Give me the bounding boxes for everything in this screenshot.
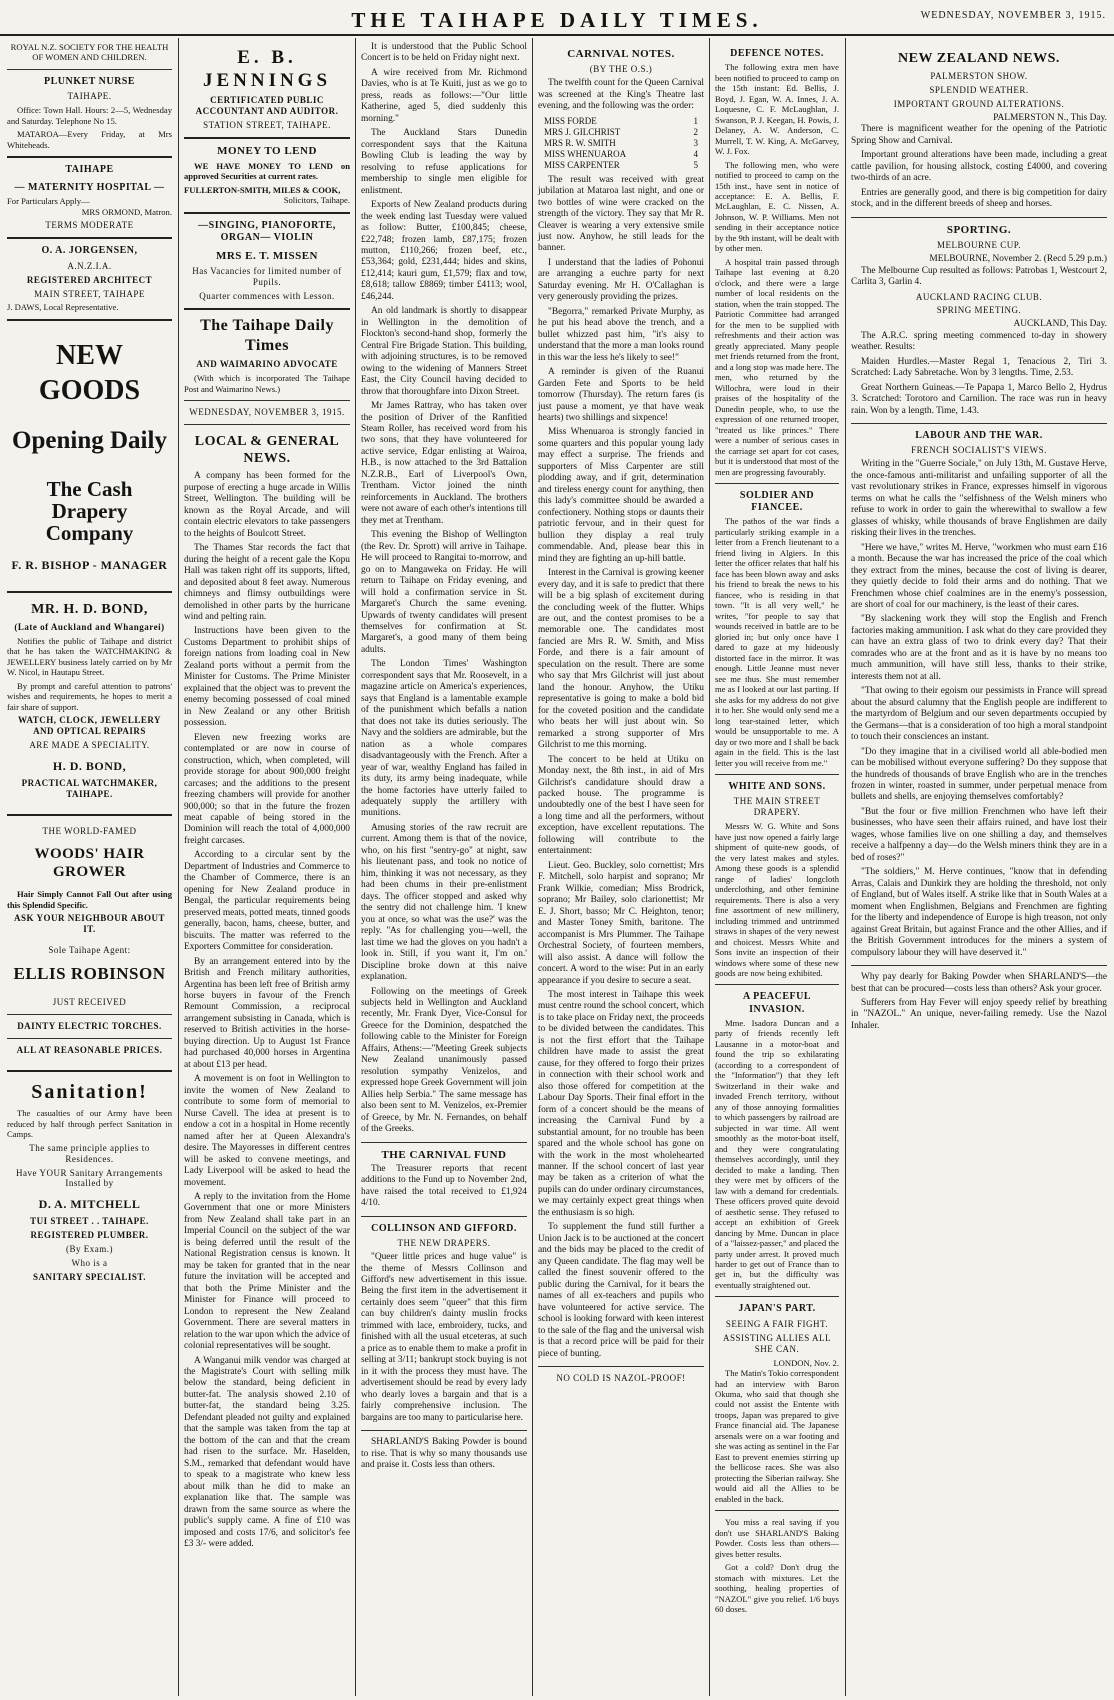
news-paragraph: Messrs W. G. White and Sons have just now opened a fairly large shipment of quite-new goods, of the very latest makes and styles. Among these goods is a splendid range of ladies' longcloth underclothing, and other feminine requirements. There is also a very fine assortment of new millinery, including trimmed and untrimmed straws in shapes of the very newest and choicest. Messrs White and Sons invite an inspection of their windows where some of these new goods are now being exhibited. bbox=[715, 821, 839, 978]
news-paragraph: A company has been formed for the purpose of erecting a huge arcade in Willis Street, Wellington. The building will be known as the Royal Arcade, and will contain electric elevators to take passengers to the heights of Boulcott Street. bbox=[184, 471, 350, 539]
melbourne-cup: MELBOURNE CUP. bbox=[936, 240, 1021, 251]
news-paragraph: The pathos of the war finds a particularly striking example in a letter from a French lieutenant to a friend living in Algiers. In this letter the officer relates that half his face has been blown away and asks his friend to break the news to his fiancee, who is residing in that town. "It is all very well," he writes, "for people to say that wounds received in battle are to be gloried in; but only once have I dared to gaze at my hideously distorted face in the mirror. It was enough. Little Jeanne must never see me thus. She must remember me as I looked at our last parting. If she asks for my address do not give it to her. She would only send me a long tear-stained letter, which would be unsupportable to me. A day or two more and I shall be back again in the field. This is the last letter you will receive from me." bbox=[715, 516, 839, 768]
news-paragraph: Great Northern Guineas.—Te Papapa 1, Marco Bello 2, Hydrus 3. Scratched: Torotoro and Carnilion. The race was run in heavy rain. Won by a length. Time, 1.43. bbox=[851, 382, 1107, 416]
news-paragraph: Eleven new freezing works are contemplated or are now in course of construction, which, when completed, will provide storage for about 900,000 freight carcases; and the additions to the present freezing chambers will provide for another 900,000; so that in the future the frozen meat capable of being stored in the Dominion will reach the total of 4,000,000 freight carcases. bbox=[184, 732, 350, 846]
news-paragraph: Writing in the "Guerre Sociale," on July 13th, M. Gustave Herve, the once-famous anti-militarist and unfailing supporter of all the vast revolutionary strikes in France, expresses himself in vigorous terms on what he calls the "selfishness of the Welsh miners who refuse to work in order to gain the wherewithal to swallow a few glasses of whisky, while thousands of brave Englishmen are daily risking their lives in the trenches. bbox=[851, 459, 1107, 539]
column-5 bbox=[710, 38, 844, 1696]
mitchell-specialist: SANITARY SPECIALIST. bbox=[32, 1271, 147, 1282]
news-paragraph: Maiden Hurdles.—Master Regal 1, Tenacious 2, Tiri 3. Scratched: Lady Sabretache. Won by 3 lengths. Time, 2.53. bbox=[851, 356, 1107, 379]
news-paragraph: To supplement the fund still further a Union Jack is to be auctioned at the concert and the bids may be placed to the credit of any Queen candidate. The flag may well be called the finest souvenir offered to the public during the Carnival, for it bears the names of all ex-teachers and pupils who have volunteered for active service. The school is looking forward with keen interest to the sale of the flag and the universal wish is that a record price will be paid for their piece of bunting. bbox=[538, 1222, 704, 1359]
news-paragraph: An old landmark is shortly to disappear in Wellington in the demolition of Flockton's second-hand shop, formerly the Central Fire Brigade Station. This building, with adjoining structures, is to be removed owing to the widening of Manners Street East, the City Council having decided to throw that thoroughfare into Dixon Street. bbox=[361, 306, 527, 397]
palmerston-show: PALMERSTON SHOW. bbox=[930, 71, 1028, 82]
spring-meeting: SPRING MEETING. bbox=[936, 305, 1022, 316]
white-sons-subheading: THE MAIN STREET DRAPERY. bbox=[733, 796, 821, 818]
music-lessons: —SINGING, PIANOFORTE, ORGAN— VIOLIN bbox=[198, 219, 336, 243]
goods-heading: GOODS bbox=[38, 375, 141, 407]
standing-rank: 3 bbox=[693, 137, 698, 148]
news-paragraph: "Begorra," remarked Private Murphy, as he put his head above the trench, and a bullet whizzed past him, "it's aisy to understand that the more a man looks round in this war the less he's likely to see!" bbox=[538, 306, 704, 363]
japan-subheading: SEEING A FAIR FIGHT. bbox=[725, 1318, 829, 1329]
mitchell-who: Who is a bbox=[71, 1257, 108, 1268]
jennings-address: STATION STREET, TAIHAPE. bbox=[203, 120, 331, 131]
japan-dateline: LONDON, Nov. 2. bbox=[773, 1357, 839, 1368]
paper-nameplate: The Taihape Daily Times bbox=[200, 317, 334, 354]
standing-rank: 5 bbox=[693, 159, 698, 170]
column-6 bbox=[846, 38, 1112, 1696]
bond-name: MR. H. D. BOND, bbox=[31, 601, 148, 617]
carnival-byline: (BY THE O.S.) bbox=[589, 64, 653, 75]
auckland-racing: AUCKLAND RACING CLUB. bbox=[915, 291, 1043, 302]
standing-name: MISS FORDE bbox=[544, 115, 597, 126]
news-paragraph: A wire received from Mr. Richmond Davies, who is at Te Kuiti, just as we go to press, reads as follows:—"Our little Katherine, aged 5, died suddenly this morning." bbox=[361, 67, 527, 124]
news-paragraph: Miss Whenuaroa is strongly fancied in some quarters and this popular young lady may effect a surprise. The friends and supporters of Miss Carpenter are still plodding away, and if grit, determination and tireless energy count for anything, then this lady's committee should be awarded a confectionery. Nothing stops or daunts their patriotic fervour, and in their quest for bullion they display a real truly commendable. And, please bear this in mind they are fighting an up-hill battle. bbox=[538, 427, 704, 564]
nz-news-heading: NEW ZEALAND NEWS. bbox=[898, 51, 1060, 66]
money-to-lend: MONEY TO LEND bbox=[217, 145, 317, 158]
column-3 bbox=[356, 38, 532, 1696]
news-paragraph: The twelfth count for the Queen Carnival was screened at the King's Theatre last evening, and the following was the order: bbox=[538, 78, 704, 112]
news-paragraph: A movement is on foot in Wellington to invite the women of New Zealand to contribute to some form of memorial to Nurse Cavell. The idea at present is to endow a cot in a hospital in Home recently named after her at Queen Alexandra's desire. The Mayoresses in different centres will be asked to convene meetings, and Lady Liverpool will be asked to head the movement. bbox=[184, 1074, 350, 1188]
paper-date: WEDNESDAY, NOVEMBER 3, 1915. bbox=[189, 407, 345, 418]
missen-name: MRS E. T. MISSEN bbox=[215, 249, 319, 262]
news-paragraph: By an arrangement entered into by the British and French military authorities, Argentina has been left free of British army horse buyers in favour of the French Remount Commission, a reciprocal arrangement subsisting in Canada, which is reserved to British activities in the horse-buying direction. Up to August 1st France had purchased 40,000 horses in Argentina at about £13 per head. bbox=[184, 956, 350, 1070]
bond-signature: H. D. BOND, bbox=[52, 759, 127, 774]
bond-speciality: ARE MADE A SPECIALITY. bbox=[29, 740, 150, 751]
standing-name: MRS R. W. SMITH bbox=[544, 137, 616, 148]
news-paragraph: This evening the Bishop of Wellington (the Rev. Dr. Sprott) will arrive in Taihape. He will proceed to Rangitai to-morrow, and go on to Mangaweka on Friday. He will return to Taihape on Friday evening, and will hold a confirmation service in St. Margaret's Church the same evening. Upwards of twenty candidates will present themselves for confirmation at St. Margaret's, a good many of them being adults. bbox=[361, 530, 527, 655]
sharland-ad: Why pay dearly for Baking Powder when SHARLAND'S—the best that can be procured—costs less than others? Ask your grocer. bbox=[851, 972, 1107, 994]
bond-origin: (Late of Auckland and Whangarei) bbox=[14, 621, 165, 632]
standing-rank: 2 bbox=[693, 126, 698, 137]
socialist-views: FRENCH SOCIALIST'S VIEWS. bbox=[911, 445, 1047, 456]
collinson-heading: COLLINSON AND GIFFORD. bbox=[371, 1222, 517, 1234]
nazol-ad: Got a cold? Don't drug the stomach with mixtures. Let the soothing, healing properties of "NAZOL" give you relief. 1/6 buys 60 doses. bbox=[715, 1562, 839, 1615]
news-paragraph: "The soldiers," M. Herve continues, "know that in defending Arras, Calais and Dunkirk they are holding the threshold, not only of England, but of Wales itself. A strike like that in South Wales at a moment when Englishmen, Belgians and Frenchmen are fighting for the liberty and independence of Europe is high treason, not only against Great Britain, but against France and the other Allies, and if the British Government introduces for the miners a system of compulsory labour they will have deserved it." bbox=[851, 867, 1107, 958]
news-paragraph: The following men, who were notified to proceed to camp on the 15th inst., have sent in notice of acceptance: E. A. Bellis, F. McLaughlan, E. C. Nissen, A. Johnson, W. P. Williams. Men not sending in their acceptance notice by the 9th instant, will be dealt with by other men. bbox=[715, 159, 839, 254]
news-paragraph: The A.R.C. spring meeting commenced to-day in showery weather. Results: bbox=[851, 330, 1107, 353]
news-paragraph: A reply to the invitation from the Home Government that one or more Ministers from New Zealand shall take part in an Imperial Council on the subject of the war is being deferred until the result of the National Registration census is known. It may be taken for granted that in the near future the invitation will be accepted and that both the Prime Minister and the Minister for Finance will proceed to London to represent the New Zealand Government. There are several matters in relation to the war upon which the advice of colonial representatives will be sought. bbox=[184, 1191, 350, 1352]
bond-promise: By prompt and careful attention to patrons' wishes and requirements, he hopes to merit a fair share of support. bbox=[7, 680, 172, 712]
standing-name: MISS CARPENTER bbox=[544, 159, 620, 170]
standing-row bbox=[538, 149, 704, 160]
drapery-manager: F. R. BISHOP - MANAGER bbox=[11, 558, 168, 573]
cash-drapery: The Cash Drapery Company bbox=[45, 476, 134, 546]
auckland-dateline: AUCKLAND, This Day. bbox=[1013, 319, 1107, 330]
woods-tagline: THE WORLD-FAMED bbox=[42, 825, 137, 836]
news-paragraph: The Treasurer reports that recent additions to the Fund up to November 2nd, have raised the total received to £1,924 4/10. bbox=[361, 1164, 527, 1209]
news-paragraph: Instructions have been given to the Customs Department to prohibit ships of foreign nations from loading coal in New Zealand ports without a permit from the Minister for Customs. The Prime Minister explained that the object was to prevent the enemy becoming possessed of coal mined in New Zealand or any other British possession. bbox=[184, 626, 350, 729]
money-notice: WE HAVE MONEY TO LEND on approved Securities at current rates. bbox=[184, 160, 350, 182]
opening-daily: Opening Daily bbox=[12, 426, 167, 454]
standing-rank: 1 bbox=[693, 115, 698, 126]
office-hours: Office: Town Hall. Hours: 2—5, Wednesday and Saturday. Telephone No 15. bbox=[7, 105, 172, 126]
sanitation-principle: The same principle applies to Residences. bbox=[29, 1142, 150, 1164]
news-paragraph: "Do they imagine that in a civilised world all able-bodied men can be mobilised without everyone suffering? Do they suppose that the hundreds of thousands of brave English who are in the trenches frozen in winter, roasted in summer, under perpetual menace from bullets and shells, are enjoying themselves comfortably? bbox=[851, 746, 1107, 803]
ellis-torches: DAINTY ELECTRIC TORCHES. bbox=[17, 1020, 162, 1031]
news-paragraph: There is magnificent weather for the opening of the Patriotic Spring Show and Carnival. bbox=[851, 124, 1107, 146]
japan-subheading-2: ASSISTING ALLIES ALL SHE CAN. bbox=[722, 1332, 831, 1354]
japan-heading: JAPAN'S PART. bbox=[738, 1303, 816, 1315]
jennings-name: E. B. JENNINGS bbox=[202, 47, 332, 92]
news-paragraph: A reminder is given of the Ruanui Garden Fete and Sports to be held tomorrow (Thursday). The return fares (is just pause a moment, ye that have weak hearts) two shillings and sixpence! bbox=[538, 367, 704, 423]
masthead bbox=[0, 0, 1114, 36]
solicitor-firm: FULLERTON-SMITH, MILES & COOK, bbox=[184, 184, 341, 195]
bond-title: PRACTICAL WATCHMAKER, TAIHAPE. bbox=[21, 777, 158, 799]
news-paragraph: Mr James Rattray, who has taken over the position of Driver of the Ranfitied Steam Roller, has received word from his two sons, that they have volunteered for active service, Edgar enlisting at Wairoa, H.B., is now attached to the 3rd Battalion N.Z.R.B., Earl of Liverpool's Own, Trentham. Victor joined the ninth reinforcements in Auckland. The brothers were not aware of each other's intentions till they met at Trentham. bbox=[361, 401, 527, 526]
peaceful-invasion-heading: A PEACEFUL INVASION. bbox=[742, 991, 812, 1015]
missen-quarter: Quarter commences with Lesson. bbox=[199, 291, 335, 302]
news-paragraph: A Wanganui milk vendor was charged at the Magistrate's Court with selling milk below the standard, being deficient in butter-fat. The analysis showed 2.10 of butter-fat, the standard being 3.25. Defendant pleaded not guilty and explained that the sample was taken from the tap at the bottom of the can and that the cream had risen to the surface. Mr. Haselden, S.M., remarked that defendant would have to speak to a magistrate who knew less about milk than he did to make an explanation like that. The sample was drawn from the same source as where the public's supply came. A fine of £10 was imposed and costs 17/6, and solicitor's fee £3 3/- were added. bbox=[184, 1355, 350, 1550]
hospital-town: TAIHAPE bbox=[65, 164, 114, 176]
standing-row bbox=[538, 116, 704, 127]
paper-incorporated: (With which is incorporated The Taihape Post and Waimarino News.) bbox=[184, 373, 350, 394]
jennings-title: CERTIFICATED PUBLIC ACCOUNTANT AND AUDITOR. bbox=[195, 95, 339, 117]
plunket-nurse: PLUNKET NURSE bbox=[43, 75, 136, 87]
news-paragraph: Lieut. Geo. Buckley, solo cornettist; Mrs F. Mitchell, solo harpist and soprano; Mr Frank Wilkie, comedian; Miss Brodrick, soprano; Mr Bailey, solo clarionettist; Mr E. J. Short, basso; Mr C. Heighton, tenor; and Master Toney Smith, baritone. The accompanist is Mrs Plummer. The Taihape Orchestral Society, of fourteen members, will also assist. A dance will follow the concert. A word to the wise: Put in an early appearance if you desire to secure a seat. bbox=[538, 860, 704, 986]
maternity-hospital: — MATERNITY HOSPITAL — bbox=[14, 182, 165, 194]
local-news-heading: LOCAL & GENERAL NEWS. bbox=[194, 434, 340, 467]
ellis-prices: ALL AT REASONABLE PRICES. bbox=[16, 1044, 163, 1055]
news-paragraph: Interest in the Carnival is growing keener every day, and it is safe to predict that there will be a big splash of excitement during the concluding week of the flutter. Whips are out, and the contest promises to be a memorable one. The candidates most fancied are Mrs R. W. Smith, and Miss Forde, and there is a fair amount of speculation on the result. There are some who say that Mrs Gilchrist will just about land the honour. Anyhow, the Utiku representative is going to make a bold bid for the coveted position and the candidate who beats her will just about win. So remarked a strong supporter of Mrs Gilchrist to me this morning. bbox=[538, 568, 704, 751]
collinson-subheading: THE NEW DRAPERS. bbox=[397, 1238, 491, 1249]
standing-name: MRS J. GILCHRIST bbox=[544, 126, 621, 137]
labour-war-heading: LABOUR AND THE WAR. bbox=[915, 430, 1043, 442]
soldier-fiancee-heading: SOLDIER AND FIANCEE. bbox=[739, 490, 815, 514]
standing-rank: 4 bbox=[693, 148, 698, 159]
news-paragraph: "Queer little prices and huge value" is the theme of Messrs Collinson and Gifford's new advertisement in this issue. Being the first item in the advertisement it certainly does seem "queer" that this firm can buy children's dainty muslin frocks trimmed with lace, embroidery, tucks, and finished with all the usual etceteras, at such a price as to enable them to make a profit in selling at 3/11; bankrupt stock buying is not in it with the process they must have. The advertisement should be read by every lady who dearly loves a bargain and that is a fairly comprehensive inclusion. The bargains are too many to particularise here. bbox=[361, 1252, 527, 1423]
news-paragraph: "Here we have," writes M. Herve, "workmen who must earn £16 a month. Because the war has increased the price of the coal which they extract from the mines, because the cost of living is dearer, they quietly decide to fold their arms and do nothing. That we Frenchmen whose chief coalmines are in the enemy's possession, are short of coal for our machinery, is the least of their cares. bbox=[851, 542, 1107, 610]
palmerston-alterations: IMPORTANT GROUND ALTERATIONS. bbox=[893, 99, 1065, 110]
sporting-heading: SPORTING. bbox=[946, 223, 1012, 236]
issue-date: WEDNESDAY, NOVEMBER 3, 1915. bbox=[920, 10, 1106, 21]
news-paragraph: Following on the meetings of Greek subjects held in Wellington and Auckland recently, Mr. Frank Dyer, Vice-Consul for Greece for the Dominion, despatched the following cable to the Minister for Foreign Affairs, Athens:—"Meeting Greek subjects New Zealand unanimously passed resolution sympathy Venizelos, and expressed hope Greek Government will join Allies help Serbia." The same message has also been sent to M. Venizelos, ex-Premier of Greece, by Mr. N. Fernandes, on behalf of the Greeks. bbox=[361, 986, 527, 1135]
woods-claim: Hair Simply Cannot Fall Out after using this Splendid Specific. bbox=[7, 889, 172, 910]
news-paragraph: Entries are generally good, and there is big competition for dairy stock, and in the different breeds of sheep and horses. bbox=[851, 187, 1107, 210]
carnival-notes-heading: CARNIVAL NOTES. bbox=[567, 48, 675, 60]
news-paragraph: "That owing to their egoism our pessimists in France will spread about the absurd calumny that the English people are indifferent to the martyrdom of Belgium and our seven departments occupied by the Germans—that is a consideration of too high a moral standpoint to touch their consciences an instant. bbox=[851, 686, 1107, 743]
news-paragraph: The Matin's Tokio correspondent had an interview with Baron Okuma, who said that though she could not assist the Entente with troops, Japan was prepared to give France financial aid. The Japanese arsenals were on a war footing and she was acting as sentinel in the Far East to prevent enemies stirring up the bellicose races. She was also protecting the Siberian railway. She would aid all the Allies to be enabled in the back. bbox=[715, 1368, 839, 1504]
news-paragraph: The Melbourne Cup resulted as follows: Patrobas 1, Westcourt 2, Carlita 3, Garlin 4. bbox=[851, 265, 1107, 288]
news-paragraph: The result was received with great jubilation at Mataroa last night, and one or two bottles of wine were cracked on the strength of the victory. They say that Mr R. Cleaver is wearing a very extensive smile just now. Anyhow, he still leads for the banner. bbox=[538, 174, 704, 254]
woods-agent-label: Sole Taihape Agent: bbox=[48, 945, 131, 956]
missen-vacancies: Has Vacancies for limited number of Pupils. bbox=[192, 266, 342, 288]
architect-rep: J. DAWS, Local Representative. bbox=[7, 302, 119, 313]
news-paragraph: The most interest in Taihape this week must centre round the school concert, which is to take place on Friday next, the proceeds to be divided between the candidates. This is not the first effort that the Taihape children have made to assist the great cause, for they offered to forgo their prizes in connection with their school work and also those offered for competition at the Labour Day Sports. Their final effort in the form of a concert should be the means of increasing the Carnival Fund by a substantial amount, for no trouble has been spared and the whole school has gone on with the work in the most wholehearted manner. If the school concert of last year may be taken as a criterion of what the pupils can do under ordinary circumstances, we may certainly expect great things when the enthusiasm is so high. bbox=[538, 989, 704, 1218]
ellis-robinson: ELLIS ROBINSON bbox=[13, 964, 166, 984]
sanitation-claim: The casualties of our Army have been reduced by half through perfect Sanitation in Camps. bbox=[7, 1108, 172, 1140]
mitchell-name: D. A. MITCHELL bbox=[38, 1197, 141, 1212]
news-paragraph: The concert to be held at Utiku on Monday next, the 8th inst., in aid of Mrs Gilchrist's candidature should draw a packed house. The programme is undoubtedly one of the best I have seen for a long time and all the performers, without exception, have excellent reputations. The following will contribute to the entertainment: bbox=[538, 754, 704, 857]
defence-notes-heading: DEFENCE NOTES. bbox=[730, 48, 824, 59]
mitchell-address: TUI STREET . . TAIHAPE. bbox=[30, 1216, 149, 1227]
hospital-terms: TERMS MODERATE bbox=[45, 220, 134, 231]
architect-title: REGISTERED ARCHITECT bbox=[26, 274, 153, 285]
standing-row bbox=[538, 160, 704, 171]
news-paragraph: The Auckland Stars Dunedin correspondent says that the Kaituna Bowling Club is leading the way by resolving to refuse applications for membership to single men eligible for enlistment. bbox=[361, 128, 527, 196]
news-paragraph: "By slackening work they will stop the English and French factories making ammunition. I ask what do they care provided they can have an extra glass of two to drink every day? That their comrades who are at the front and as it is have by no means too much ammunition, will have still less, thanks to their strike, interests them not at all. bbox=[851, 614, 1107, 682]
sharland-ad: You miss a real saving if you don't use SHARLAND'S Baking Powder. Costs less than others—gives better results. bbox=[715, 1517, 839, 1559]
sanitation-heading: Sanitation! bbox=[31, 1080, 148, 1103]
column-2 bbox=[179, 38, 355, 1696]
news-paragraph: Exports of New Zealand products during the week ending last Tuesday were valued as follow: Butter, £100,845; cheese, £22,748; frozen lamb, £87,175; frozen mutton, £110,266; frozen beef, etc., £53,364; gold, £231,444; hides and skins, £12,414; kauri gum, £1,579; flax and tow, £8,618; tallow £8869; timber £4113; wool, £46,244. bbox=[361, 200, 527, 302]
nazol-footer: NO COLD IS NAZOL-PROOF! bbox=[556, 1372, 686, 1383]
woods-hair-grower: WOODS' HAIR GROWER bbox=[34, 845, 145, 880]
news-paragraph: The London Times' Washington correspondent says that Mr. Roosevelt, in a magazine article on America's experiences, says that England is a lamentable example of the punishment which befalls a nation that does not take its duties seriously. The Navy and the soldiers are admirable, but the nation as a whole compares disadvantageously with the French. After a year of war, wealthy England has failed in its duty, its army being inadequate, while the home factories have utterly failed to adequately supply the artillery with munitions. bbox=[361, 659, 527, 819]
standing-row bbox=[538, 138, 704, 149]
news-paragraph: According to a circular sent by the Department of Industries and Commerce to the Chamber of Commerce, there is an opening for New Zealand produce in Bengal, the particular requirements being preserved meats, potted meats, tinned goods generally, bacon, hams, cheese, butter, and biscuits. The matter was referred to the Exporters Committee for consideration. bbox=[184, 850, 350, 953]
news-paragraph: Mme. Isadora Duncan and a party of friends recently left Lausanne in a motor-boat and found the trip so exhilarating (according to a correspondent of the "Information") that they left Switzerland in their wake and invaded French territory, without any of those annoying formalities to which passengers by railroad are subjected in war time. All went smoothly as the motor-boat itself, and they were congratulating themselves accordingly, until they decided to make a landing. Then they were met by officers of the law with a demand for credentials. These officers proved quite devoid of aesthetic sense. They refused to accept an exhibition of Greek dancing by Mme. Duncan in place of a "laissez-passer," and placed the party under arrest. It proved much harder to get out of France than to get in, but the difficulty was eventually straightened out. bbox=[715, 1017, 839, 1290]
newspaper-title: THE TAIHAPE DAILY TIMES. bbox=[351, 8, 763, 32]
column-1 bbox=[2, 38, 177, 1696]
news-paragraph: It is understood that the Public School Concert is to be held on Friday night next. bbox=[361, 42, 527, 64]
new-goods-heading: NEW bbox=[56, 339, 123, 371]
hospital-matron: MRS ORMOND, Matron. bbox=[81, 206, 172, 217]
sanitation-install: Have YOUR Sanitary Arrangements Installed by bbox=[16, 1167, 163, 1189]
news-paragraph: A hospital train passed through Taihape last evening at 8.20 o'clock, and there were a large number of local residents on the station, when the train stopped. The Patriotic Committee had arranged for the men to be supplied with refreshments and their action was greatly appreciated. Many people met friends returned from the front, and a long stop was made here. The men, who returned by the Willochra, were loud in their praises of the hospitality of the Dunedin people, who, to use the expression of one returned trooper, "treated us like princes." There were a number of serious cases in the carriage set apart for cot cases, but it is understood that most of the men are progressing favourably. bbox=[715, 256, 839, 477]
architect-address: MAIN STREET, TAIHAPE bbox=[34, 288, 145, 299]
news-paragraph: The Thames Star records the fact that during the height of a recent gale the Kopu Hall was taken right off its supports, lifted, and deposited about 8 feet away. Numerous chimneys and flimsy outbuildings were demolished in other parts by the hurricane wind and pelting rain. bbox=[184, 543, 350, 622]
news-paragraph: I understand that the ladies of Pohonui are arranging a euchre party for next Saturday evening. Mr H. O'Callaghan is very generously providing the prizes. bbox=[538, 257, 704, 303]
ellis-received: JUST RECEIVED bbox=[52, 996, 127, 1007]
sharland-ad: SHARLAND'S Baking Powder is bound to rise. That is why so many thousands use and praise it. Costs less than others. bbox=[361, 1437, 527, 1470]
column-4 bbox=[533, 38, 709, 1696]
woods-ask: ASK YOUR NEIGHBOUR ABOUT IT. bbox=[14, 913, 165, 935]
solicitor-location: Solicitors, Taihape. bbox=[283, 195, 350, 206]
architect-credentials: A.N.Z.I.A. bbox=[67, 260, 112, 271]
paper-subtitle: AND WAIMARINO ADVOCATE bbox=[196, 359, 338, 370]
melbourne-dateline: MELBOURNE, November 2. (Recd 5.29 p.m.) bbox=[929, 254, 1107, 265]
nurse-town: TAIHAPE. bbox=[67, 91, 112, 102]
standing-name: MISS WHENUAROA bbox=[544, 148, 627, 159]
carnival-fund-heading: THE CARNIVAL FUND bbox=[381, 1148, 507, 1161]
bond-notice: Notifies the public of Taihape and district that he has taken the WATCHMAKING & JEWELLERY business lately carried on by Mr W. Nicol, in Hautapu Street. bbox=[7, 635, 172, 678]
news-paragraph: Important ground alterations have been made, including a great cattle pavilion, for housing allstock, costing £4000, and covering two-thirds of an acre. bbox=[851, 150, 1107, 184]
palmerston-dateline: PALMERSTON N., This Day. bbox=[993, 112, 1107, 123]
news-paragraph: "But the four or five million Frenchmen who have left their businesses, who have seen their affairs ruined, and have lost their wages, whose families live on one shilling a day, and themselves receive a halfpenny a day—do the Welsh miners think they are in a bed of roses?" bbox=[851, 806, 1107, 863]
mitchell-exam: (By Exam.) bbox=[66, 1244, 113, 1255]
architect-name: O. A. JORGENSEN, bbox=[41, 245, 138, 257]
carnival-standings bbox=[538, 116, 704, 171]
standing-row bbox=[538, 127, 704, 138]
palmerston-weather: SPLENDID WEATHER. bbox=[929, 85, 1029, 96]
news-paragraph: The following extra men have been notified to proceed to camp on the 15th instant: Ed. Bellis, J. Boyd, J. Egan, W. A. Innes, J. A. Loquesne, C. F. McLaughlan, J. Swanson, P. J. Keegan, H. Powis, J. Delaney, A. W. Anderson, C. Murrell, T. W. King, A. McGarvey, W. J. Fox. bbox=[715, 62, 839, 157]
mitchell-plumber: REGISTERED PLUMBER. bbox=[30, 1230, 149, 1241]
bond-repairs: WATCH, CLOCK, JEWELLERY AND OPTICAL REPAIRS bbox=[17, 715, 162, 737]
society-ad: ROYAL N.Z. SOCIETY FOR THE HEALTH OF WOMEN AND CHILDREN. bbox=[10, 42, 169, 63]
white-sons-heading: WHITE AND SONS. bbox=[728, 781, 826, 793]
mataroa-note: MATAROA—Every Friday, at Mrs Whiteheads. bbox=[7, 129, 172, 150]
hospital-apply: For Particulars Apply— bbox=[7, 196, 90, 207]
nazol-ad: Sufferers from Hay Fever will enjoy speedy relief by breathing in "NAZOL." An unique, never-failing remedy. Use the Nazol Inhaler. bbox=[851, 997, 1107, 1031]
news-paragraph: Amusing stories of the raw recruit are current. Among them is that of the novice, who, on his first "sentry-go" at night, saw his lieutenant pass, and took no notice of him, thinking it was not necessary, as they had been chums in their pre-enlistment days. The officer stopped and asked why the sentry did not challenge him. 'I knew you at once, so what was the use?' was the reply. ''As for challenging you—well, the last time we had the gloves on you hadn't a look in. Still, if you want it, I'm on.' Discipline broke down at this naive explanation. bbox=[361, 822, 527, 983]
